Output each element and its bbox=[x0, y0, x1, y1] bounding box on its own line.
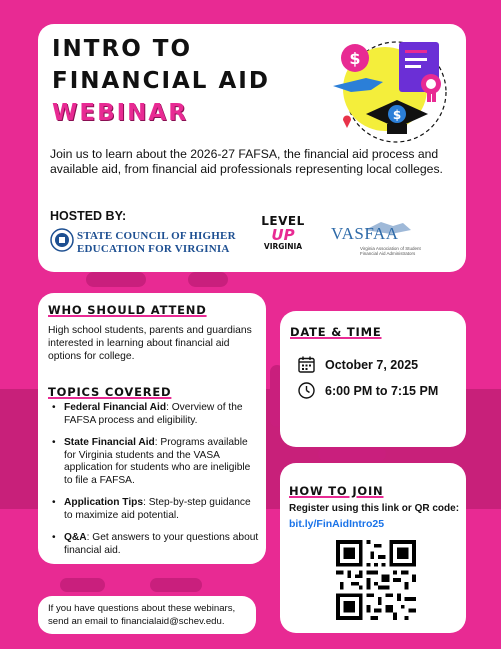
svg-text:$: $ bbox=[349, 49, 361, 68]
schev-logo bbox=[50, 224, 250, 258]
topics-covered-heading: TOPICS COVERED bbox=[48, 385, 172, 399]
calendar-icon bbox=[298, 356, 315, 373]
decor-pill bbox=[188, 272, 228, 287]
level-up-virginia-logo bbox=[255, 214, 311, 262]
topic-text: : Get answers to your questions about financial aid. bbox=[64, 532, 259, 556]
qr-code-icon[interactable] bbox=[336, 540, 416, 620]
registration-link[interactable]: bit.ly/FinAidIntro25 bbox=[289, 518, 385, 530]
how-to-join-card bbox=[280, 463, 466, 633]
level-up-line2: UP bbox=[271, 226, 295, 244]
attend-topics-card bbox=[38, 293, 266, 564]
decor-pill bbox=[150, 578, 202, 592]
topic-title: Federal Financial Aid bbox=[64, 402, 167, 413]
clock-icon bbox=[298, 382, 315, 399]
level-up-line1: LEVEL bbox=[261, 214, 305, 228]
svg-text:$: $ bbox=[392, 108, 402, 122]
register-instruction: Register using this link or QR code: bbox=[289, 503, 460, 514]
financial-aid-illustration bbox=[311, 34, 461, 144]
who-should-attend-heading: WHO SHOULD ATTEND bbox=[48, 303, 207, 317]
schev-name-line1: STATE COUNCIL OF HIGHER bbox=[77, 230, 236, 242]
title-line-3: WEBINAR bbox=[52, 100, 188, 126]
topic-text: : Programs available for Virginia students and the VASA application for students who are ineligible to file a FAFSA. bbox=[64, 437, 251, 486]
decor-pill bbox=[86, 272, 146, 287]
list-item bbox=[50, 497, 260, 522]
topic-title: State Financial Aid bbox=[64, 437, 155, 448]
level-up-line3: VIRGINIA bbox=[263, 242, 303, 251]
topic-title: Application Tips bbox=[64, 497, 144, 508]
questions-card bbox=[38, 596, 256, 634]
questions-text: If you have questions about these webinars, send an email to financialaid@schev.edu. bbox=[48, 603, 236, 627]
event-time: 6:00 PM to 7:15 PM bbox=[325, 384, 439, 398]
schev-seal-icon bbox=[50, 228, 74, 252]
intro-text: Join us to learn about the 2026-27 FAFSA, the financial aid process and available aid, from financial aid professionals representing local colleges. bbox=[50, 147, 443, 176]
decor-pill bbox=[318, 447, 386, 461]
topic-title: Q&A bbox=[64, 532, 87, 543]
who-should-attend-text: High school students, parents and guardians interested in learning about financial aid options for college. bbox=[48, 325, 252, 362]
title-line-2: FINANCIAL AID bbox=[52, 68, 270, 94]
how-to-join-heading: HOW TO JOIN bbox=[289, 484, 384, 498]
vasfaa-name: VASFAA bbox=[331, 224, 399, 243]
vasfaa-subtitle: Virginia Association of Student Financial Aid Administrators bbox=[360, 246, 421, 256]
list-item bbox=[50, 532, 260, 557]
list-item bbox=[50, 437, 260, 487]
topic-text: : Step-by-step guidance to maximize aid potential. bbox=[64, 497, 251, 521]
schev-name-line2: EDUCATION FOR VIRGINIA bbox=[77, 243, 230, 255]
header-card bbox=[38, 24, 466, 272]
decor-pill bbox=[60, 578, 105, 592]
event-date: October 7, 2025 bbox=[325, 358, 419, 372]
date-time-heading: DATE & TIME bbox=[290, 325, 382, 339]
date-time-card bbox=[280, 311, 466, 447]
location-pin-icon bbox=[343, 116, 351, 129]
list-item bbox=[50, 402, 260, 427]
hosted-by-label: HOSTED BY: bbox=[50, 209, 127, 223]
topic-text: : Overview of the FAFSA process and eligibility. bbox=[64, 402, 243, 426]
vasfaa-logo bbox=[331, 218, 441, 264]
topics-list bbox=[50, 402, 260, 567]
title-line-1: INTRO TO bbox=[52, 36, 193, 62]
